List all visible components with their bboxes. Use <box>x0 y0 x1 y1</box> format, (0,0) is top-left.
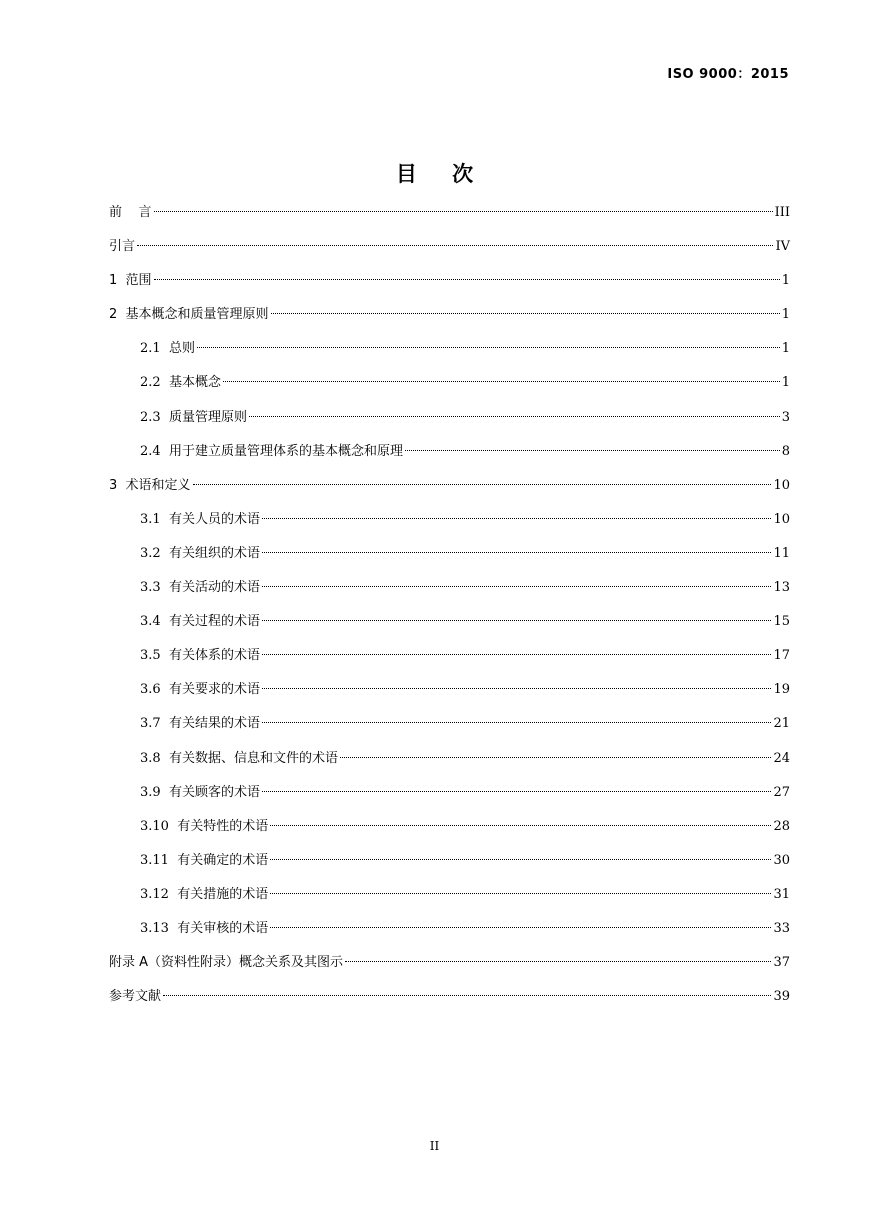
toc-entry-page: 1 <box>781 273 790 289</box>
toc-entry-label: 3.3 有关活动的术语 <box>140 580 260 596</box>
toc-dot-leader <box>154 279 780 280</box>
toc-entry-page: 15 <box>773 614 790 630</box>
toc-entry[interactable] <box>109 405 790 439</box>
toc-entry[interactable] <box>109 780 790 814</box>
toc-entry[interactable] <box>109 677 790 711</box>
toc-entry-page: 21 <box>773 716 790 732</box>
toc-entry[interactable] <box>109 370 790 404</box>
toc-entry-label: 参考文献 <box>109 989 162 1005</box>
page-title: 目 次 <box>395 162 488 186</box>
toc-entry-page: 1 <box>781 375 790 391</box>
toc-entry-page: 1 <box>781 307 790 323</box>
toc-entry-label: 2.2 基本概念 <box>140 375 221 391</box>
toc-entry[interactable] <box>109 814 790 848</box>
toc-entry-page: 33 <box>773 920 790 936</box>
toc-dot-leader <box>262 552 772 553</box>
toc-entry-page: 13 <box>773 580 790 596</box>
toc-entry[interactable] <box>109 200 790 234</box>
toc-entry-page: 19 <box>773 682 790 698</box>
toc-entry[interactable] <box>109 473 790 507</box>
toc-dot-leader <box>137 245 773 246</box>
toc-entry-label: 3.4 有关过程的术语 <box>140 614 260 630</box>
toc-entry[interactable] <box>109 984 790 1018</box>
toc-dot-leader <box>262 620 772 621</box>
toc-dot-leader <box>270 859 771 860</box>
toc-dot-leader <box>262 791 772 792</box>
toc-entry-page: 28 <box>773 818 790 834</box>
toc-dot-leader <box>270 893 771 894</box>
toc-dot-leader <box>262 518 772 519</box>
toc-entry-label: 2.3 质量管理原则 <box>140 409 247 425</box>
toc-entry-page: 10 <box>773 477 790 493</box>
table-of-contents <box>109 200 790 1018</box>
toc-entry-page: III <box>774 205 790 220</box>
toc-entry-label: 3.13 有关审核的术语 <box>140 920 269 936</box>
toc-entry-page: 31 <box>773 886 790 902</box>
toc-entry[interactable] <box>109 336 790 370</box>
toc-entry[interactable] <box>109 950 790 984</box>
toc-dot-leader <box>340 757 772 758</box>
toc-entry-page: IV <box>775 239 790 255</box>
toc-entry[interactable] <box>109 848 790 882</box>
toc-dot-leader <box>270 825 771 826</box>
toc-entry-label: 3.8 有关数据、信息和文件的术语 <box>140 750 338 766</box>
toc-dot-leader <box>262 688 772 689</box>
toc-entry[interactable] <box>109 302 790 336</box>
toc-entry-page: 1 <box>781 341 790 357</box>
toc-entry-label: 2 基本概念和质量管理原则 <box>109 307 269 323</box>
page-number: II <box>429 1139 440 1153</box>
toc-entry-page: 27 <box>773 784 790 800</box>
toc-entry-page: 17 <box>773 648 790 664</box>
standard-code: ISO 9000：2015 <box>667 67 789 82</box>
toc-dot-leader <box>270 927 771 928</box>
toc-dot-leader <box>262 654 772 655</box>
toc-entry-label: 3.11 有关确定的术语 <box>140 852 269 868</box>
toc-entry-label: 1 范围 <box>109 273 152 289</box>
toc-entry-label: 3.6 有关要求的术语 <box>140 682 260 698</box>
toc-entry-label: 3.9 有关顾客的术语 <box>140 784 260 800</box>
toc-entry-label: 3.5 有关体系的术语 <box>140 648 260 664</box>
toc-dot-leader <box>405 450 780 451</box>
toc-entry[interactable] <box>109 609 790 643</box>
toc-entry[interactable] <box>109 711 790 745</box>
toc-entry-label: 3.2 有关组织的术语 <box>140 545 260 561</box>
toc-dot-leader <box>223 381 780 382</box>
toc-entry[interactable] <box>109 507 790 541</box>
toc-entry-page: 8 <box>781 443 790 459</box>
toc-dot-leader <box>163 995 771 996</box>
toc-entry[interactable] <box>109 268 790 302</box>
toc-dot-leader <box>345 961 771 962</box>
toc-entry-label: 3.10 有关特性的术语 <box>140 818 269 834</box>
toc-entry-label: 前 言 <box>109 205 152 220</box>
toc-entry[interactable] <box>109 439 790 473</box>
toc-entry-page: 24 <box>773 750 790 766</box>
toc-dot-leader <box>154 211 773 212</box>
toc-entry-label: 2.1 总则 <box>140 341 195 357</box>
toc-entry-label: 附录 A（资料性附录）概念关系及其图示 <box>109 955 344 971</box>
toc-dot-leader <box>262 722 772 723</box>
toc-entry-page: 39 <box>773 989 790 1005</box>
toc-entry-label: 3.1 有关人员的术语 <box>140 511 260 527</box>
toc-entry-label: 3 术语和定义 <box>109 477 191 493</box>
toc-entry-label: 3.7 有关结果的术语 <box>140 716 260 732</box>
toc-entry[interactable] <box>109 575 790 609</box>
toc-dot-leader <box>262 586 772 587</box>
toc-entry[interactable] <box>109 746 790 780</box>
toc-entry[interactable] <box>109 882 790 916</box>
toc-entry[interactable] <box>109 234 790 268</box>
toc-entry[interactable] <box>109 643 790 677</box>
toc-entry[interactable] <box>109 916 790 950</box>
toc-dot-leader <box>271 313 780 314</box>
toc-dot-leader <box>197 347 780 348</box>
toc-entry-page: 11 <box>773 545 790 561</box>
toc-entry-page: 30 <box>773 852 790 868</box>
toc-entry-label: 2.4 用于建立质量管理体系的基本概念和原理 <box>140 443 403 459</box>
toc-entry-page: 10 <box>773 511 790 527</box>
toc-entry[interactable] <box>109 541 790 575</box>
toc-dot-leader <box>249 416 780 417</box>
toc-entry-label: 引言 <box>109 239 136 255</box>
toc-entry-page: 3 <box>781 409 790 425</box>
toc-dot-leader <box>193 484 772 485</box>
toc-entry-label: 3.12 有关措施的术语 <box>140 886 269 902</box>
toc-entry-page: 37 <box>773 955 790 971</box>
